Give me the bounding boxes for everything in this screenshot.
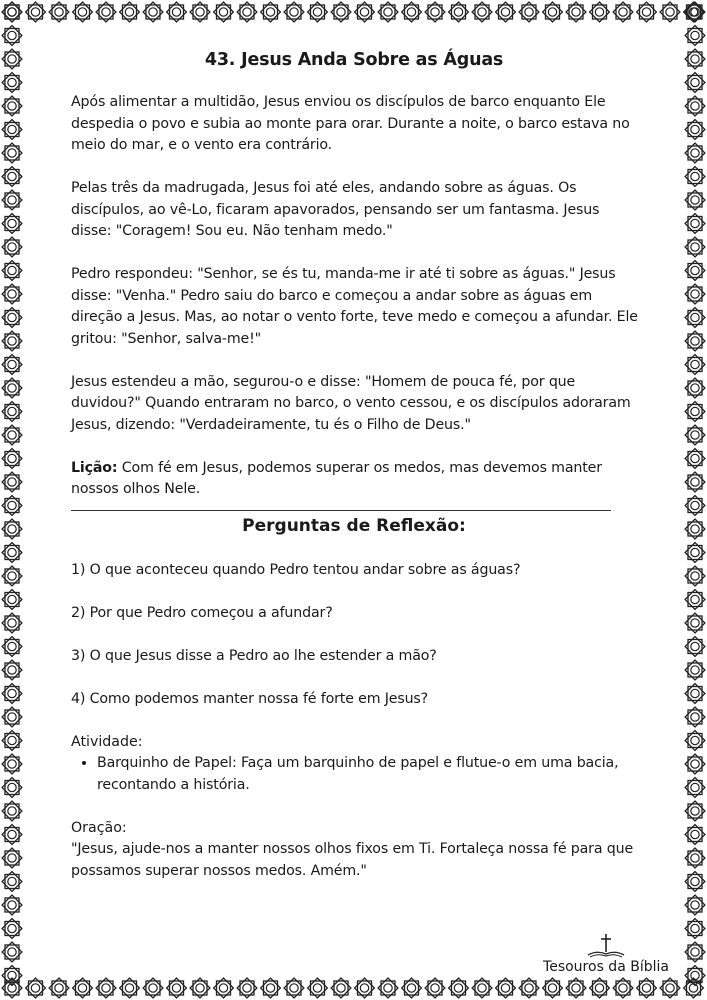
ornament-tile bbox=[566, 2, 586, 22]
ornament-tile bbox=[685, 355, 705, 375]
activity-label: Atividade: bbox=[71, 733, 143, 750]
ornament-tile bbox=[425, 978, 445, 998]
ornament-tile bbox=[143, 2, 163, 22]
ornament-tile bbox=[2, 355, 22, 375]
ornament-tile bbox=[519, 2, 539, 22]
ornament-tile bbox=[402, 2, 422, 22]
ornament-tile bbox=[2, 214, 22, 234]
story-paragraph-3: Pedro respondeu: "Senhor, se és tu, manda-me ir até ti sobre as águas." Jesus disse: "Venha." Pedro saiu do barco e começou a andar sobre as águas em direção a Jesus. Mas, ao notar o vento forte, teve medo e começou a afundar. Ele gritou: "Senhor, salva-me!" bbox=[71, 266, 638, 347]
ornament-tile bbox=[685, 284, 705, 304]
ornament-tile bbox=[685, 73, 705, 93]
ornament-tile bbox=[2, 637, 22, 657]
ornament-tile bbox=[284, 2, 304, 22]
ornament-tile bbox=[685, 566, 705, 586]
ornament-tile bbox=[590, 978, 610, 998]
ornament-tile bbox=[2, 2, 22, 22]
ornament-tile bbox=[685, 613, 705, 633]
ornament-tile bbox=[685, 2, 705, 22]
ornament-tile bbox=[685, 590, 705, 610]
ornament-tile bbox=[449, 978, 469, 998]
ornament-tile bbox=[237, 978, 257, 998]
ornament-tile bbox=[237, 2, 257, 22]
ornament-tile bbox=[685, 167, 705, 187]
cross-bible-icon bbox=[584, 933, 628, 959]
border-left bbox=[0, 0, 24, 1000]
ornament-tile bbox=[2, 707, 22, 727]
ornament-tile bbox=[613, 978, 633, 998]
ornament-tile bbox=[685, 942, 705, 962]
ornament-border-icon bbox=[0, 0, 707, 24]
ornament-tile bbox=[685, 707, 705, 727]
brand-name: Tesouros da Bíblia bbox=[543, 959, 669, 975]
border-top bbox=[0, 0, 707, 24]
ornament-tile bbox=[2, 543, 22, 563]
ornament-tile bbox=[2, 801, 22, 821]
ornament-tile bbox=[284, 978, 304, 998]
ornament-tile bbox=[2, 167, 22, 187]
ornament-tile bbox=[331, 2, 351, 22]
ornament-tile bbox=[2, 942, 22, 962]
story-paragraph-2: Pelas três da madrugada, Jesus foi até eles, andando sobre as águas. Os discípulos, ao vê-Lo, ficaram apavorados, pensando ser um fantasma. Jesus disse: "Coragem! Sou eu. Não tenham medo." bbox=[71, 180, 600, 239]
ornament-tile bbox=[2, 684, 22, 704]
ornament-tile bbox=[660, 978, 680, 998]
activity-list bbox=[71, 753, 641, 796]
ornament-tile bbox=[496, 2, 516, 22]
ornament-tile bbox=[519, 978, 539, 998]
ornament-tile bbox=[685, 120, 705, 140]
ornament-tile bbox=[96, 2, 116, 22]
ornament-tile bbox=[2, 613, 22, 633]
ornament-tile bbox=[685, 214, 705, 234]
reflection-question-1: 1) O que aconteceu quando Pedro tentou andar sobre as águas? bbox=[71, 561, 521, 578]
ornament-tile bbox=[190, 978, 210, 998]
ornament-tile bbox=[685, 190, 705, 210]
ornament-tile bbox=[2, 331, 22, 351]
reflection-question-2: 2) Por que Pedro começou a afundar? bbox=[71, 604, 333, 621]
ornament-tile bbox=[685, 472, 705, 492]
ornament-tile bbox=[120, 978, 140, 998]
ornament-tile bbox=[120, 2, 140, 22]
ornament-tile bbox=[685, 966, 705, 986]
ornament-tile bbox=[685, 848, 705, 868]
ornament-tile bbox=[2, 425, 22, 445]
reflection-question-4: 4) Como podemos manter nossa fé forte em Jesus? bbox=[71, 690, 429, 707]
story-paragraph-1: Após alimentar a multidão, Jesus enviou os discípulos de barco enquanto Ele despedia o povo e subia ao monte para orar. Durante a noite, o barco estava no meio do mar, e o vento era contrário. bbox=[71, 94, 630, 153]
ornament-tile bbox=[355, 2, 375, 22]
ornament-tile bbox=[685, 449, 705, 469]
ornament-tile bbox=[685, 143, 705, 163]
border-right bbox=[683, 0, 707, 1000]
ornament-tile bbox=[449, 2, 469, 22]
ornament-tile bbox=[49, 978, 69, 998]
ornament-tile bbox=[2, 26, 22, 46]
ornament-tile bbox=[685, 237, 705, 257]
ornament-tile bbox=[2, 449, 22, 469]
ornament-tile bbox=[2, 378, 22, 398]
ornament-tile bbox=[2, 120, 22, 140]
brand-logo bbox=[536, 933, 676, 977]
ornament-tile bbox=[2, 96, 22, 116]
ornament-tile bbox=[2, 496, 22, 516]
ornament-tile bbox=[685, 801, 705, 821]
ornament-tile bbox=[685, 778, 705, 798]
ornament-tile bbox=[26, 2, 46, 22]
ornament-tile bbox=[167, 2, 187, 22]
ornament-tile bbox=[402, 978, 422, 998]
prayer-label: Oração: bbox=[71, 819, 127, 836]
ornament-tile bbox=[2, 895, 22, 915]
ornament-tile bbox=[685, 261, 705, 281]
ornament-tile bbox=[73, 978, 93, 998]
ornament-tile bbox=[2, 919, 22, 939]
ornament-tile bbox=[167, 978, 187, 998]
ornament-tile bbox=[2, 261, 22, 281]
ornament-tile bbox=[685, 660, 705, 680]
ornament-tile bbox=[2, 566, 22, 586]
ornament-tile bbox=[2, 754, 22, 774]
lesson bbox=[71, 458, 641, 501]
ornament-tile bbox=[49, 2, 69, 22]
ornament-tile bbox=[308, 2, 328, 22]
ornament-tile bbox=[2, 284, 22, 304]
ornament-tile bbox=[2, 237, 22, 257]
ornament-tile bbox=[685, 425, 705, 445]
ornament-tile bbox=[2, 848, 22, 868]
ornament-tile bbox=[2, 143, 22, 163]
ornament-tile bbox=[685, 684, 705, 704]
reflection-title: Perguntas de Reflexão: bbox=[242, 515, 466, 536]
ornament-tile bbox=[613, 2, 633, 22]
ornament-tile bbox=[685, 637, 705, 657]
ornament-tile bbox=[685, 96, 705, 116]
ornament-tile bbox=[472, 978, 492, 998]
ornament-tile bbox=[261, 978, 281, 998]
ornament-border-icon bbox=[0, 0, 24, 1000]
ornament-tile bbox=[496, 978, 516, 998]
ornament-tile bbox=[378, 978, 398, 998]
ornament-border-icon bbox=[683, 0, 707, 1000]
ornament-tile bbox=[543, 2, 563, 22]
page-content bbox=[71, 50, 641, 882]
ornament-tile bbox=[685, 754, 705, 774]
ornament-tile bbox=[26, 978, 46, 998]
ornament-tile bbox=[2, 73, 22, 93]
ornament-tile bbox=[685, 919, 705, 939]
ornament-tile bbox=[214, 978, 234, 998]
ornament-tile bbox=[685, 872, 705, 892]
ornament-tile bbox=[2, 590, 22, 610]
border-bottom bbox=[0, 976, 707, 1000]
ornament-tile bbox=[2, 778, 22, 798]
ornament-tile bbox=[685, 519, 705, 539]
ornament-tile bbox=[308, 978, 328, 998]
ornament-tile bbox=[685, 731, 705, 751]
ornament-tile bbox=[685, 543, 705, 563]
ornament-tile bbox=[685, 825, 705, 845]
ornament-tile bbox=[2, 731, 22, 751]
ornament-border-icon bbox=[0, 976, 707, 1000]
ornament-tile bbox=[685, 308, 705, 328]
ornament-tile bbox=[2, 190, 22, 210]
ornament-tile bbox=[2, 308, 22, 328]
ornament-tile bbox=[637, 978, 657, 998]
ornament-tile bbox=[331, 978, 351, 998]
ornament-tile bbox=[2, 660, 22, 680]
ornament-tile bbox=[685, 331, 705, 351]
ornament-tile bbox=[2, 825, 22, 845]
story-paragraph-4: Jesus estendeu a mão, segurou-o e disse: "Homem de pouca fé, por que duvidou?" Quando entraram no barco, o vento cessou, e os discípulos adoraram Jesus, dizendo: "Verdadeiramente, tu és o Filho de Deus." bbox=[71, 373, 631, 433]
lesson-label: Lição: bbox=[71, 459, 118, 476]
ornament-tile bbox=[637, 2, 657, 22]
ornament-tile bbox=[590, 2, 610, 22]
ornament-tile bbox=[2, 872, 22, 892]
ornament-tile bbox=[2, 49, 22, 69]
ornament-tile bbox=[261, 2, 281, 22]
ornament-tile bbox=[685, 496, 705, 516]
ornament-tile bbox=[660, 2, 680, 22]
ornament-tile bbox=[73, 2, 93, 22]
ornament-tile bbox=[425, 2, 445, 22]
ornament-tile bbox=[143, 978, 163, 998]
ornament-tile bbox=[96, 978, 116, 998]
ornament-tile bbox=[2, 472, 22, 492]
ornament-tile bbox=[685, 378, 705, 398]
ornament-tile bbox=[2, 966, 22, 986]
ornament-tile bbox=[2, 402, 22, 422]
ornament-tile bbox=[355, 978, 375, 998]
ornament-tile bbox=[685, 49, 705, 69]
ornament-tile bbox=[2, 519, 22, 539]
page-title: 43. Jesus Anda Sobre as Águas bbox=[204, 50, 504, 70]
section-divider bbox=[71, 510, 611, 511]
activity-item: • Barquinho de Papel: Faça um barquinho de papel e flutue-o em uma bacia, recontando a história. bbox=[97, 753, 641, 796]
ornament-tile bbox=[543, 978, 563, 998]
ornament-tile bbox=[685, 895, 705, 915]
lesson-text: Com fé em Jesus, podemos superar os medos, mas devemos manter nossos olhos Nele. bbox=[71, 459, 602, 497]
ornament-tile bbox=[378, 2, 398, 22]
ornament-tile bbox=[214, 2, 234, 22]
ornament-tile bbox=[685, 402, 705, 422]
reflection-question-3: 3) O que Jesus disse a Pedro ao lhe estender a mão? bbox=[71, 647, 437, 664]
ornament-tile bbox=[190, 2, 210, 22]
prayer-text: "Jesus, ajude-nos a manter nossos olhos fixos em Ti. Fortaleça nossa fé para que possamos superar nossos medos. Amém." bbox=[71, 841, 634, 879]
ornament-tile bbox=[566, 978, 586, 998]
ornament-tile bbox=[472, 2, 492, 22]
ornament-tile bbox=[685, 26, 705, 46]
